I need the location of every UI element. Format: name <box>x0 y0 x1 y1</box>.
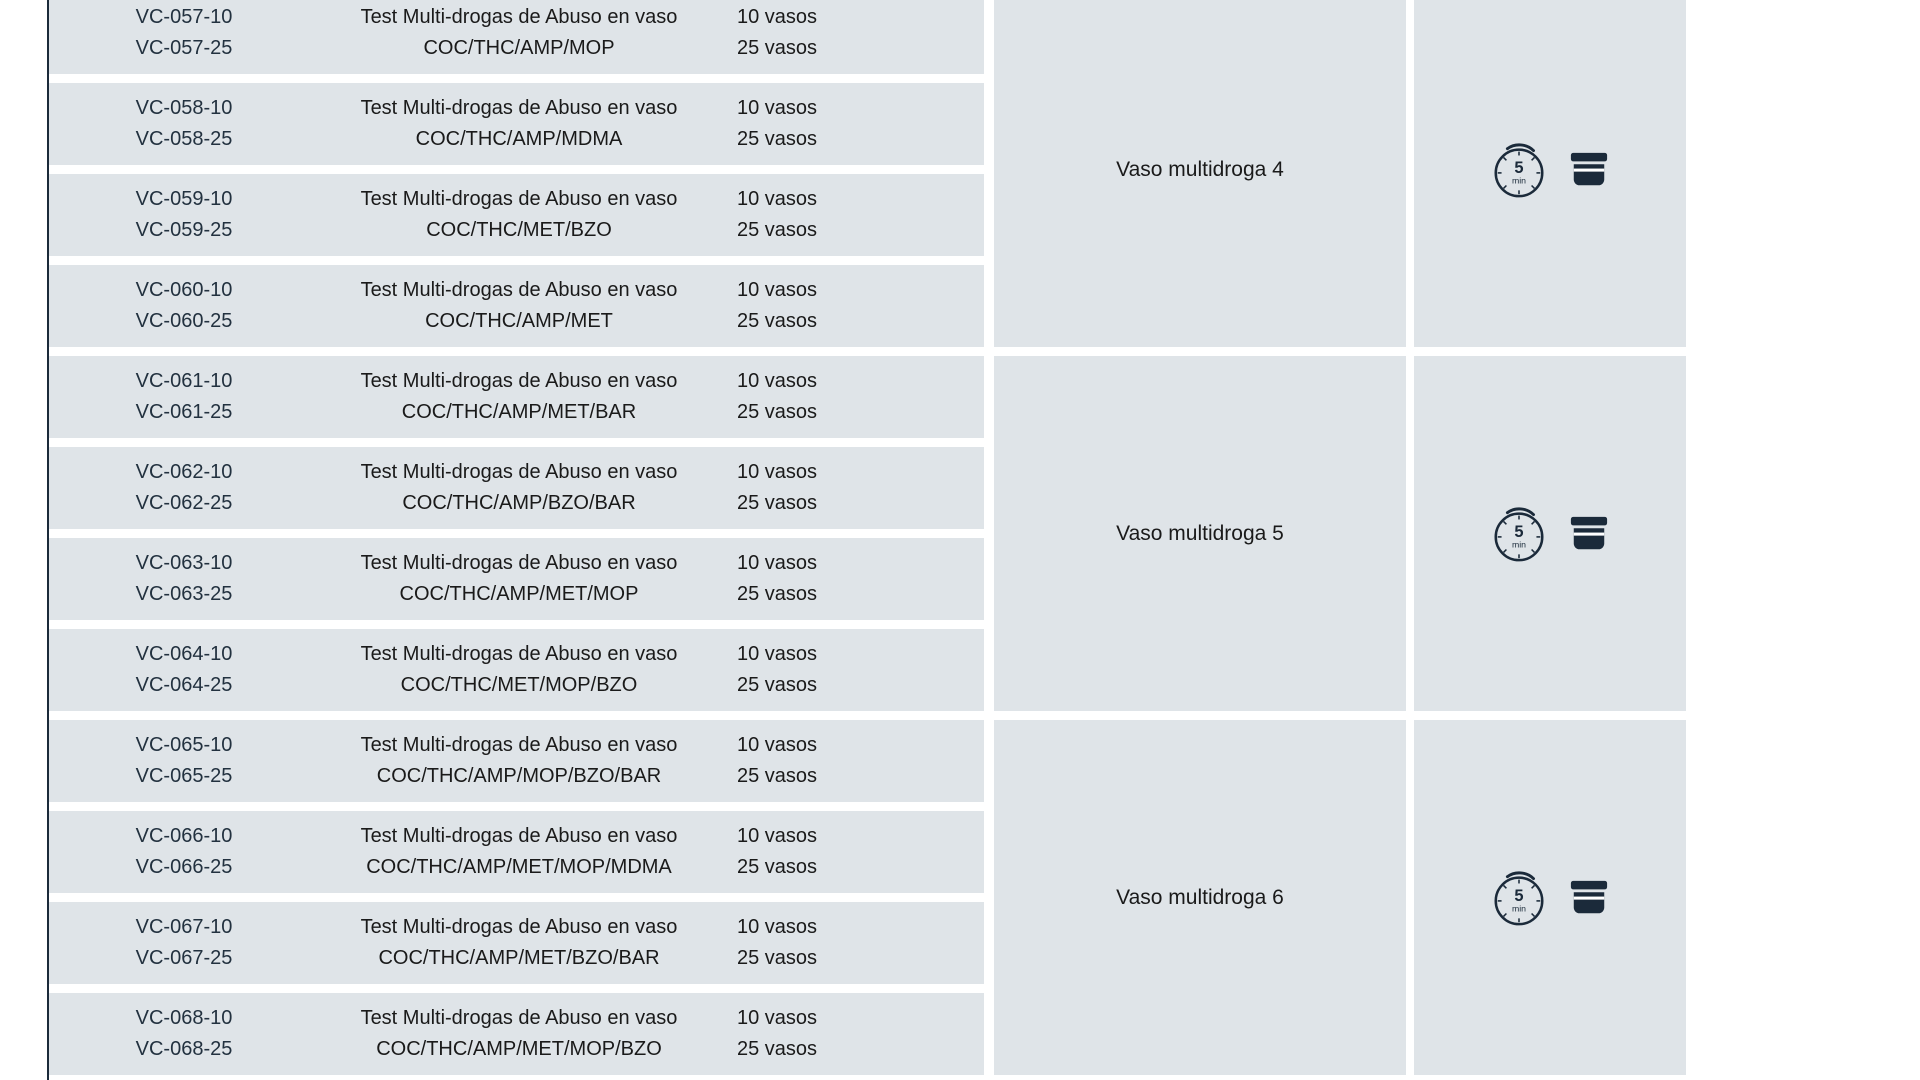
icon-group <box>1488 139 1612 201</box>
quantity-10: 10 vasos <box>737 643 818 665</box>
product-quantity-cell <box>719 371 984 423</box>
product-description-cell <box>319 189 719 241</box>
product-code-25: VC-058-25 <box>135 128 233 150</box>
product-icon-cell <box>1414 0 1686 347</box>
product-code-10: VC-068-10 <box>135 1007 233 1029</box>
product-panel-codes: COC/THC/AMP/BZO/BAR <box>402 492 636 514</box>
product-code-25: VC-066-25 <box>135 856 233 878</box>
quantity-25: 25 vasos <box>737 401 818 423</box>
timer-5min-icon <box>1488 503 1550 565</box>
product-panel-codes: COC/THC/AMP/MET/MOP/MDMA <box>366 856 672 878</box>
quantity-25: 25 vasos <box>737 674 818 696</box>
quantity-25: 25 vasos <box>737 37 818 59</box>
table-row[interactable] <box>49 629 984 711</box>
product-code-cell <box>49 98 319 150</box>
product-code-25: VC-062-25 <box>135 492 233 514</box>
product-table <box>49 0 1709 1080</box>
product-code-10: VC-067-10 <box>135 916 233 938</box>
svg-text:5: 5 <box>1514 886 1524 905</box>
product-quantity-cell <box>719 7 984 59</box>
product-description-cell <box>319 1008 719 1060</box>
product-rows <box>49 356 984 711</box>
product-panel-codes: COC/THC/MET/BZO <box>426 219 612 241</box>
quantity-25: 25 vasos <box>737 219 818 241</box>
specimen-cup-icon <box>1566 150 1612 190</box>
product-code-10: VC-059-10 <box>135 188 233 210</box>
product-code-10: VC-065-10 <box>135 734 233 756</box>
quantity-25: 25 vasos <box>737 947 818 969</box>
table-row[interactable] <box>49 720 984 802</box>
table-row[interactable] <box>49 83 984 165</box>
product-panel-codes: COC/THC/AMP/MET/BAR <box>401 401 637 423</box>
product-description-cell <box>319 735 719 787</box>
product-panel-codes: COC/THC/AMP/MET/MOP/BZO <box>376 1038 662 1060</box>
product-description: Test Multi-drogas de Abuso en vaso <box>360 552 678 574</box>
product-code-25: VC-061-25 <box>135 401 233 423</box>
product-code-25: VC-068-25 <box>135 1038 233 1060</box>
timer-5min-icon <box>1488 139 1550 201</box>
quantity-10: 10 vasos <box>737 916 818 938</box>
product-code-25: VC-057-25 <box>135 37 233 59</box>
table-row[interactable] <box>49 902 984 984</box>
product-quantity-cell <box>719 644 984 696</box>
svg-text:5: 5 <box>1514 158 1524 177</box>
product-quantity-cell <box>719 1008 984 1060</box>
product-quantity-cell <box>719 280 984 332</box>
product-code-cell <box>49 553 319 605</box>
quantity-25: 25 vasos <box>737 1038 818 1060</box>
quantity-10: 10 vasos <box>737 6 818 28</box>
product-description: Test Multi-drogas de Abuso en vaso <box>360 6 678 28</box>
product-quantity-cell <box>719 189 984 241</box>
table-row[interactable] <box>49 538 984 620</box>
timer-5min-icon <box>1488 867 1550 929</box>
product-code-10: VC-062-10 <box>135 461 233 483</box>
product-group <box>49 0 1709 347</box>
product-quantity-cell <box>719 98 984 150</box>
quantity-10: 10 vasos <box>737 461 818 483</box>
product-family-cell <box>994 0 1406 347</box>
product-family-label: Vaso multidroga 6 <box>1116 885 1284 909</box>
quantity-10: 10 vasos <box>737 97 818 119</box>
quantity-10: 10 vasos <box>737 1007 818 1029</box>
quantity-10: 10 vasos <box>737 279 818 301</box>
quantity-25: 25 vasos <box>737 856 818 878</box>
product-quantity-cell <box>719 735 984 787</box>
svg-text:min: min <box>1511 539 1527 550</box>
product-description-cell <box>319 553 719 605</box>
svg-text:5: 5 <box>1514 522 1524 541</box>
product-description-cell <box>319 371 719 423</box>
table-row[interactable] <box>49 993 984 1075</box>
product-icon-cell <box>1414 720 1686 1075</box>
product-description-cell <box>319 462 719 514</box>
product-panel-codes: COC/THC/AMP/MDMA <box>415 128 623 150</box>
product-code-10: VC-063-10 <box>135 552 233 574</box>
product-rows <box>49 0 984 347</box>
product-quantity-cell <box>719 553 984 605</box>
product-panel-codes: COC/THC/AMP/MOP <box>423 37 615 59</box>
product-panel-codes: COC/THC/AMP/MET <box>425 310 613 332</box>
svg-text:min: min <box>1511 175 1527 186</box>
product-family-label: Vaso multidroga 5 <box>1116 521 1284 545</box>
product-code-cell <box>49 7 319 59</box>
quantity-25: 25 vasos <box>737 765 818 787</box>
product-code-10: VC-066-10 <box>135 825 233 847</box>
product-code-25: VC-064-25 <box>135 674 233 696</box>
product-code-cell <box>49 462 319 514</box>
table-row[interactable] <box>49 447 984 529</box>
product-code-10: VC-060-10 <box>135 279 233 301</box>
product-code-10: VC-061-10 <box>135 370 233 392</box>
product-panel-codes: COC/THC/AMP/MET/MOP <box>399 583 639 605</box>
quantity-10: 10 vasos <box>737 188 818 210</box>
quantity-25: 25 vasos <box>737 128 818 150</box>
product-description: Test Multi-drogas de Abuso en vaso <box>360 279 678 301</box>
product-family-label: Vaso multidroga 4 <box>1116 157 1284 181</box>
product-description: Test Multi-drogas de Abuso en vaso <box>360 825 678 847</box>
product-code-cell <box>49 917 319 969</box>
product-code-10: VC-057-10 <box>135 6 233 28</box>
product-quantity-cell <box>719 917 984 969</box>
specimen-cup-icon <box>1566 878 1612 918</box>
product-description: Test Multi-drogas de Abuso en vaso <box>360 97 678 119</box>
product-quantity-cell <box>719 826 984 878</box>
product-description-cell <box>319 917 719 969</box>
product-code-cell <box>49 644 319 696</box>
product-group <box>49 720 1709 1075</box>
product-panel-codes: COC/THC/MET/MOP/BZO <box>400 674 638 696</box>
product-family-cell <box>994 356 1406 711</box>
product-code-25: VC-065-25 <box>135 765 233 787</box>
product-code-cell <box>49 280 319 332</box>
product-code-25: VC-059-25 <box>135 219 233 241</box>
quantity-25: 25 vasos <box>737 310 818 332</box>
table-row[interactable] <box>49 356 984 438</box>
product-description: Test Multi-drogas de Abuso en vaso <box>360 734 678 756</box>
icon-group <box>1488 867 1612 929</box>
product-code-25: VC-060-25 <box>135 310 233 332</box>
product-rows <box>49 720 984 1075</box>
table-row[interactable] <box>49 174 984 256</box>
product-code-10: VC-058-10 <box>135 97 233 119</box>
product-description-cell <box>319 98 719 150</box>
product-code-cell <box>49 189 319 241</box>
product-description: Test Multi-drogas de Abuso en vaso <box>360 643 678 665</box>
product-description-cell <box>319 280 719 332</box>
product-quantity-cell <box>719 462 984 514</box>
product-code-cell <box>49 826 319 878</box>
product-code-cell <box>49 371 319 423</box>
product-code-25: VC-067-25 <box>135 947 233 969</box>
product-description: Test Multi-drogas de Abuso en vaso <box>360 461 678 483</box>
product-code-cell <box>49 1008 319 1060</box>
table-row[interactable] <box>49 265 984 347</box>
product-description: Test Multi-drogas de Abuso en vaso <box>360 188 678 210</box>
product-description: Test Multi-drogas de Abuso en vaso <box>360 370 678 392</box>
quantity-10: 10 vasos <box>737 825 818 847</box>
product-description-cell <box>319 7 719 59</box>
product-description-cell <box>319 644 719 696</box>
product-description: Test Multi-drogas de Abuso en vaso <box>360 916 678 938</box>
product-description-cell <box>319 826 719 878</box>
quantity-25: 25 vasos <box>737 583 818 605</box>
product-icon-cell <box>1414 356 1686 711</box>
product-code-cell <box>49 735 319 787</box>
product-family-cell <box>994 720 1406 1075</box>
product-panel-codes: COC/THC/AMP/MET/BZO/BAR <box>378 947 660 969</box>
product-code-10: VC-064-10 <box>135 643 233 665</box>
table-row[interactable] <box>49 0 984 74</box>
product-code-25: VC-063-25 <box>135 583 233 605</box>
icon-group <box>1488 503 1612 565</box>
product-panel-codes: COC/THC/AMP/MOP/BZO/BAR <box>376 765 662 787</box>
product-description: Test Multi-drogas de Abuso en vaso <box>360 1007 678 1029</box>
quantity-25: 25 vasos <box>737 492 818 514</box>
quantity-10: 10 vasos <box>737 370 818 392</box>
quantity-10: 10 vasos <box>737 734 818 756</box>
table-row[interactable] <box>49 811 984 893</box>
product-group <box>49 356 1709 711</box>
quantity-10: 10 vasos <box>737 552 818 574</box>
svg-text:min: min <box>1511 903 1527 914</box>
specimen-cup-icon <box>1566 514 1612 554</box>
